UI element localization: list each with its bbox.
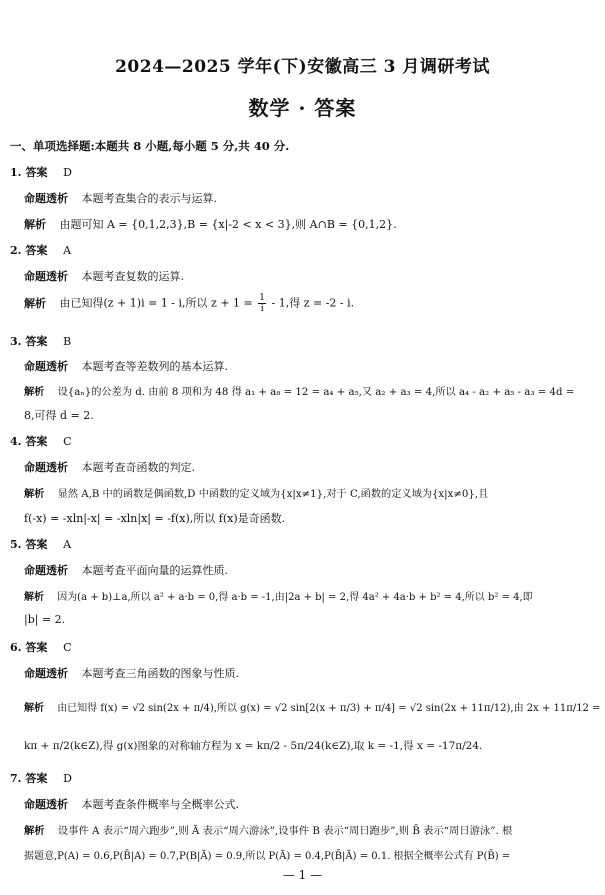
intent-label: 命题透析 [24,270,68,283]
question-1-intent [24,190,217,206]
question-6-intent [24,665,239,681]
intent-label: 命题透析 [24,667,68,680]
question-7-intent [24,796,239,812]
question-number: 7. [10,772,22,785]
question-5-analysis-cont: |b| = 2. [24,613,66,626]
answer-label: 答案 [25,772,48,785]
analysis-text: 由已知得 f(x) = √2 sin(2x + π/4),所以 g(x) = √2 sin[2(x + π/3) + π/4] = √2 sin(2x + 11π/12),由 2x + 11π/12 = [57,703,601,714]
question-1-analysis [24,216,397,232]
intent-text: 本题考查平面向量的运算性质. [81,564,228,577]
answer-choice: A [63,244,72,257]
question-number: 2. [10,244,22,257]
question-5-header [10,536,71,552]
question-number: 6. [10,641,22,654]
answer-choice: C [63,435,72,448]
question-number: 5. [10,538,22,551]
analysis-label: 解析 [24,218,46,231]
question-number: 4. [10,435,22,448]
fraction-denominator: i [260,304,264,314]
question-number: 3. [10,335,22,348]
analysis-text: 因为(a + b)⊥a,所以 a² + a·b = 0,得 a·b = -1,由|2a + b| = 2,得 4a² + 4a·b + b² = 4,所以 b² = 4,即 [57,592,533,603]
intent-label: 命题透析 [24,192,68,205]
analysis-text: 由已知得(z + 1)i = 1 - i,所以 z + 1 = [59,296,253,310]
question-2-analysis [24,293,354,314]
question-3-intent [24,358,228,374]
answer-choice: C [63,641,72,654]
page-title: 2024—2025 学年(下)安徽高三 3 月调研考试 [115,57,490,77]
analysis-text: 由题可知 A = {0,1,2,3},B = {x|-2 < x < 3},则 A∩B = {0,1,2}. [59,218,397,231]
analysis-label: 解析 [24,386,45,398]
analysis-label: 解析 [24,825,45,837]
analysis-text-continued: - 1,得 z = -2 - i. [271,296,355,310]
intent-text: 本题考查集合的表示与运算. [81,192,217,205]
analysis-text: 设事件 A 表示“周六跑步”,则 Ā 表示“周六游泳”,设事件 B 表示“周日跑步”,则 B̄ 表示“周日游泳”. 根 [57,825,513,837]
analysis-text: 设{aₙ}的公差为 d. 由前 8 项和为 48 得 a₁ + a₈ = 12 = a₄ + a₅,又 a₂ + a₃ = 4,所以 a₄ - a₂ + a₅ - a₃ = 4d = [57,387,575,398]
question-4-header [10,433,72,449]
intent-label: 命题透析 [24,798,68,811]
intent-label: 命题透析 [24,564,68,577]
question-3-header [10,333,71,349]
question-6-analysis-cont: kπ + π/2(k∈Z),得 g(x)图象的对称轴方程为 x = kπ/2 - 5π/24(k∈Z),取 k = -1,得 x = -17π/24. [24,740,483,752]
page-number: — 1 — [282,868,323,882]
section-heading: 一、单项选择题:本题共 8 小题,每小题 5 分,共 40 分. [10,139,290,153]
answer-choice: D [63,166,72,179]
fraction [258,293,266,314]
page-subtitle: 数学 · 答案 [248,96,357,120]
question-4-intent [24,459,195,475]
answer-label: 答案 [25,435,48,448]
question-4-analysis [24,485,488,500]
analysis-label: 解析 [24,296,46,310]
answer-label: 答案 [25,166,48,179]
answer-label: 答案 [25,244,48,257]
intent-text: 本题考查条件概率与全概率公式. [81,798,239,811]
question-5-intent [24,562,228,578]
question-5-analysis [24,588,533,603]
question-6-analysis [24,699,600,714]
question-3-analysis-cont: 8,可得 d = 2. [24,409,94,422]
intent-text: 本题考查复数的运算. [81,270,184,283]
question-2-intent [24,268,184,284]
analysis-label: 解析 [24,592,44,603]
intent-text: 本题考查三角函数的图象与性质. [81,667,239,680]
question-7-analysis-cont: 据题意,P(A) = 0.6,P(B̄|A) = 0.7,P(B|Ā) = 0.9,所以 P(Ā) = 0.4,P(B̄|Ā) = 0.1. 根据全概率公式有 P(B̄) = [24,851,511,862]
answer-label: 答案 [25,335,48,348]
intent-label: 命题透析 [24,360,68,373]
analysis-label: 解析 [24,703,44,714]
intent-text: 本题考查等差数列的基本运算. [81,360,228,373]
question-6-header [10,639,72,655]
question-2-header [10,242,71,258]
question-number: 1. [10,166,22,179]
question-1-header [10,164,72,180]
answer-choice: D [63,772,72,785]
analysis-label: 解析 [24,488,45,500]
intent-label: 命题透析 [24,461,68,474]
answer-choice: A [63,538,72,551]
answer-label: 答案 [25,538,48,551]
answer-label: 答案 [25,641,48,654]
fraction-numerator: 1 [259,293,265,303]
analysis-text: 显然 A,B 中的函数是偶函数,D 中函数的定义域为{x|x≠1},对于 C,函数的定义域为{x|x≠0},且 [57,489,489,500]
question-7-header [10,770,72,786]
question-3-analysis [24,383,574,398]
answer-choice: B [63,335,72,348]
question-4-analysis-cont: f(-x) = -xln|-x| = -xln|x| = -f(x),所以 f(x)是奇函数. [24,512,286,525]
question-7-analysis [24,822,512,837]
intent-text: 本题考查奇函数的判定. [81,461,195,474]
